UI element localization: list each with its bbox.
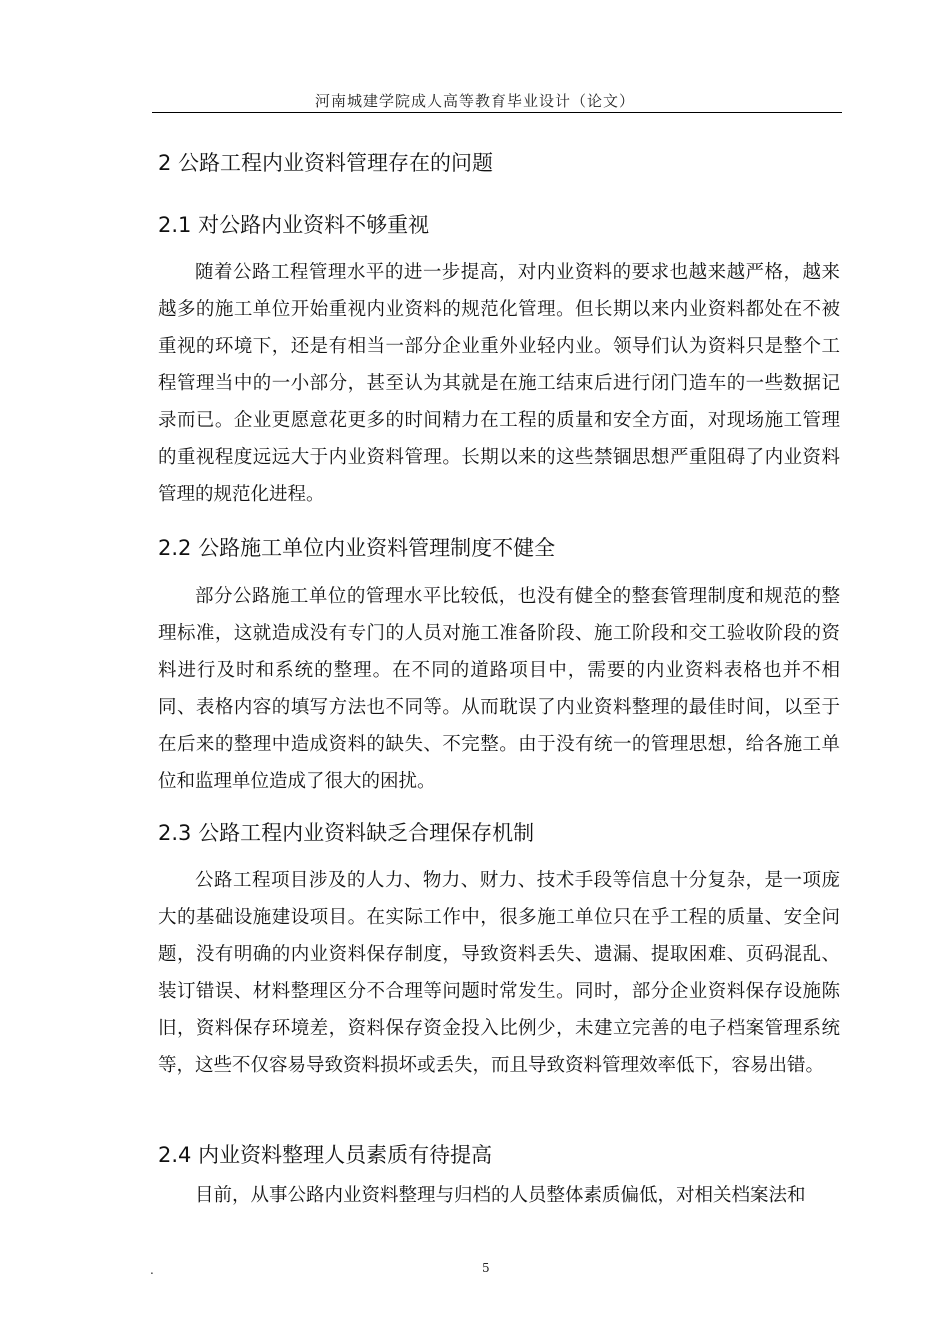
paragraph-2-2: 部分公路施工单位的管理水平比较低，也没有健全的整套管理制度和规范的整理标准，这就造成没有专门的人员对施工准备阶段、施工阶段和交工验收阶段的资料进行及时和系统的整理。在不同的道路项目中，需要的内业资料表格也并不相同、表格内容的填写方法也不同等。从而耽误了内业资料整理的最佳时间，以至于在后来的整理中造成资料的缺失、不完整。由于没有统一的管理思想，给各施工单位和监理单位造成了很大的困扰。: [158, 586, 840, 792]
subsection-heading-2-3: 2.3 公路工程内业资料缺乏合理保存机制: [158, 821, 535, 845]
header-title: 河南城建学院成人高等教育毕业设计（论文）: [314, 92, 635, 110]
subsection-heading-2-1: 2.1 对公路内业资料不够重视: [158, 213, 430, 237]
subsection-heading-2-2: 2.2 公路施工单位内业资料管理制度不健全: [158, 536, 556, 560]
page-number: 5: [482, 1261, 490, 1275]
paragraph-2-4: 目前，从事公路内业资料整理与归档的人员整体素质偏低，对相关档案法和: [195, 1185, 806, 1206]
footer-dot: .: [150, 1263, 154, 1277]
paragraph-2-3: 公路工程项目涉及的人力、物力、财力、技术手段等信息十分复杂，是一项庞大的基础设施建设项目。在实际工作中，很多施工单位只在乎工程的质量、安全问题，没有明确的内业资料保存制度，导致资料丢失、遗漏、提取困难、页码混乱、装订错误、材料整理区分不合理等问题时常发生。同时，部分企业资料保存设施陈旧，资料保存环境差，资料保存资金投入比例少，未建立完善的电子档案管理系统等，这些不仅容易导致资料损坏或丢失，而且导致资料管理效率低下，容易出错。: [158, 870, 840, 1076]
header-rule: [152, 112, 842, 113]
subsection-heading-2-4: 2.4 内业资料整理人员素质有待提高: [158, 1143, 493, 1167]
section-heading: 2 公路工程内业资料管理存在的问题: [158, 151, 494, 175]
paragraph-2-1: 随着公路工程管理水平的进一步提高，对内业资料的要求也越来越严格，越来越多的施工单位开始重视内业资料的规范化管理。但长期以来内业资料都处在不被重视的环境下，还是有相当一部分企业重外业轻内业。领导们认为资料只是整个工程管理当中的一小部分，甚至认为其就是在施工结束后进行闭门造车的一些数据记录而已。企业更愿意花更多的时间精力在工程的质量和安全方面，对现场施工管理的重视程度远远大于内业资料管理。长期以来的这些禁锢思想严重阻碍了内业资料管理的规范化进程。: [158, 262, 840, 505]
